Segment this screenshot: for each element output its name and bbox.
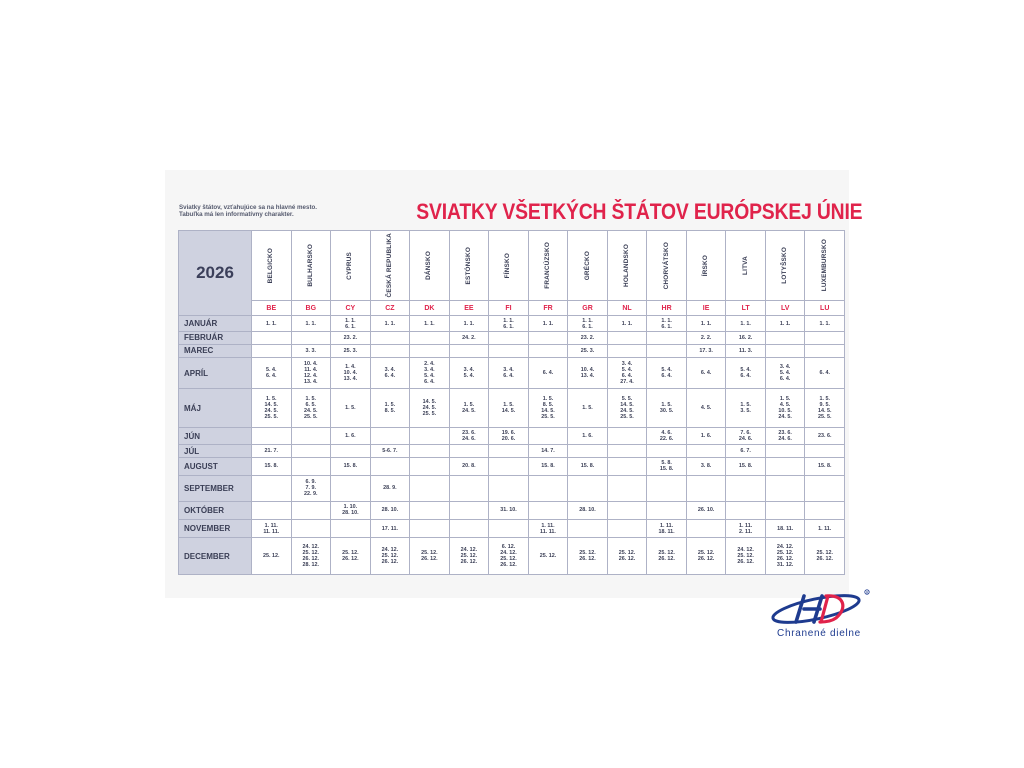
holiday-cell [291,519,331,537]
holiday-cell [410,501,450,519]
holiday-cell [291,445,331,457]
holiday-cell: 23. 6. 24. 6. [449,428,489,445]
holiday-cell: 1. 5. 14. 5. [489,389,529,428]
holiday-cell: 1. 1. [449,316,489,332]
country-header [331,231,371,301]
country-header [765,231,805,301]
holiday-cell: 23. 2. [568,332,608,344]
holiday-cell [765,457,805,475]
holiday-cell [489,344,529,357]
holiday-cell [765,501,805,519]
holiday-cell [449,501,489,519]
holiday-cell: 3. 3. [291,344,331,357]
holiday-cell: 16. 2. [726,332,766,344]
holiday-cell [489,519,529,537]
holiday-cell: 6. 12. 24. 12. 25. 12. 26. 12. [489,538,529,575]
holiday-cell: 1. 1. 6. 1. [489,316,529,332]
country-name: DÁNSKO [425,251,433,280]
holiday-cell [410,344,450,357]
holiday-cell: 25. 12. 26. 12. [410,538,450,575]
country-header [489,231,529,301]
holiday-cell: 15. 8. [528,457,568,475]
holiday-cell: 11. 3. [726,344,766,357]
holiday-cell [805,344,845,357]
holiday-cell: 31. 10. [489,501,529,519]
holiday-cell: 3. 4. 6. 4. [370,357,410,389]
holiday-cell: 19. 6. 20. 6. [489,428,529,445]
country-header [647,231,687,301]
month-row [179,457,845,475]
month-row [179,332,845,344]
holiday-cell [370,332,410,344]
holiday-cell: 3. 4. 5. 4. 6. 4. 27. 4. [607,357,647,389]
holiday-cell: 3. 4. 6. 4. [489,357,529,389]
holiday-cell: 23. 2. [331,332,371,344]
holiday-cell: 23. 6. [805,428,845,445]
month-label: NOVEMBER [179,519,252,537]
holiday-cell: 2. 4. 3. 4. 5. 4. 6. 4. [410,357,450,389]
country-name: HOLANDSKO [623,244,631,287]
holiday-cell [726,476,766,501]
holiday-cell: 24. 12. 25. 12. 26. 12. [370,538,410,575]
holiday-cell [647,476,687,501]
holiday-cell [607,476,647,501]
holiday-cell [291,428,331,445]
holiday-cell: 24. 12. 25. 12. 26. 12. 28. 12. [291,538,331,575]
holiday-cell [410,519,450,537]
country-code: FI [489,301,529,316]
holiday-cell: 6. 4. [686,357,726,389]
country-header [805,231,845,301]
country-code: EE [449,301,489,316]
month-row [179,501,845,519]
holiday-cell: 24. 2. [449,332,489,344]
holiday-cell [489,476,529,501]
country-name: GRÉCKO [583,250,591,281]
holiday-cell [252,501,292,519]
holiday-cell [607,332,647,344]
holiday-cell [291,501,331,519]
holiday-cell: 1. 6. [331,428,371,445]
holiday-cell [370,457,410,475]
country-name: ČESKÁ REPUBLIKA [385,233,393,298]
holiday-cell: 1. 1. [686,316,726,332]
holiday-cell [331,476,371,501]
holiday-cell [449,344,489,357]
holiday-cell: 1. 5. 30. 5. [647,389,687,428]
country-name: CHORVÁTSKO [662,241,670,290]
holiday-cell [291,332,331,344]
country-header [726,231,766,301]
country-header [370,231,410,301]
holiday-cell: 1. 5. [568,389,608,428]
holiday-cell: 28. 10. [568,501,608,519]
holiday-cell [449,519,489,537]
holiday-cell: 1. 1. [765,316,805,332]
holiday-cell: 20. 8. [449,457,489,475]
holiday-cell [370,344,410,357]
holiday-cell: 1. 1. [291,316,331,332]
holiday-cell: 3. 8. [686,457,726,475]
holiday-cell [607,344,647,357]
holiday-cell: 1. 1. [410,316,450,332]
country-code: LV [765,301,805,316]
month-label: OKTÓBER [179,501,252,519]
holiday-cell [805,332,845,344]
holiday-cell: 10. 4. 11. 4. 12. 4. 13. 4. [291,357,331,389]
month-row [179,428,845,445]
holiday-cell: 5. 4. 6. 4. [726,357,766,389]
holiday-cell [607,428,647,445]
holiday-cell: 15. 8. [726,457,766,475]
holiday-cell [607,519,647,537]
country-code: BG [291,301,331,316]
country-header [568,231,608,301]
country-code: CY [331,301,371,316]
holiday-cell [489,457,529,475]
country-name: LOTYŠSKO [781,247,789,284]
country-header [252,231,292,301]
holiday-cell [449,445,489,457]
holiday-cell [528,428,568,445]
holiday-cell: 2. 2. [686,332,726,344]
holiday-cell [607,501,647,519]
country-header-row [179,231,845,301]
holiday-cell [686,445,726,457]
holiday-cell: 25. 12. 26. 12. [805,538,845,575]
holiday-cell [528,344,568,357]
holiday-cell: 24. 12. 25. 12. 26. 12. 31. 12. [765,538,805,575]
holiday-cell: 15. 8. [568,457,608,475]
holiday-cell: 25. 12. 26. 12. [607,538,647,575]
month-row [179,344,845,357]
holiday-cell: 24. 12. 25. 12. 26. 12. [449,538,489,575]
holiday-cell: 25. 12. 26. 12. [331,538,371,575]
holiday-cell: 25. 12. [252,538,292,575]
holiday-cell: 1. 1. 6. 1. [647,316,687,332]
holiday-cell: 28. 10. [370,501,410,519]
holiday-cell [805,501,845,519]
holiday-cell: 1. 5. 24. 5. [449,389,489,428]
holiday-cell: 1. 11. [805,519,845,537]
holiday-cell: 3. 4. 5. 4. [449,357,489,389]
country-code: HR [647,301,687,316]
country-name: BELGICKO [267,247,275,284]
holiday-cell: 25. 12. 26. 12. [568,538,608,575]
holiday-table [178,230,845,575]
holiday-cell [765,445,805,457]
holiday-cell [528,476,568,501]
holiday-cell: 15. 8. [252,457,292,475]
holiday-cell [410,457,450,475]
holiday-cell: 1. 11. 11. 11. [252,519,292,537]
holiday-cell [647,445,687,457]
holiday-cell: 1. 6. [686,428,726,445]
holiday-cell: 1. 5. 8. 5. [370,389,410,428]
month-label: JÚN [179,428,252,445]
holiday-cell: 1. 1. 6. 1. [568,316,608,332]
info-note: Sviatky štátov, vzťahujúce sa na hlavné mesto. Tabuľka má len informatívny charakter. [179,204,317,219]
holiday-cell [765,344,805,357]
country-code: LU [805,301,845,316]
holiday-cell [568,476,608,501]
holiday-cell: 3. 4. 5. 4. 6. 4. [765,357,805,389]
holiday-rows [179,316,845,575]
logo-caption: Chranené dielne [777,628,861,639]
holiday-cell: 1. 11. 11. 11. [528,519,568,537]
country-header [410,231,450,301]
holiday-cell: 25. 3. [331,344,371,357]
holiday-cell: 1. 6. [568,428,608,445]
country-code: BE [252,301,292,316]
holiday-cell: 5. 4. 6. 4. [252,357,292,389]
month-row [179,389,845,428]
holiday-cell [291,457,331,475]
month-row [179,445,845,457]
country-header [607,231,647,301]
month-row [179,357,845,389]
country-header [449,231,489,301]
holiday-cell [805,476,845,501]
page-title: SVIATKY VŠETKÝCH ŠTÁTOV EURÓPSKEJ ÚNIE [416,199,863,224]
holiday-cell [449,476,489,501]
holiday-cell [805,445,845,457]
holiday-cell: 1. 5. 14. 5. 24. 5. 25. 5. [252,389,292,428]
country-code: CZ [370,301,410,316]
country-header [291,231,331,301]
country-name: FÍNSKO [504,252,512,279]
holiday-cell: 23. 6. 24. 6. [765,428,805,445]
month-label: MAREC [179,344,252,357]
holiday-cell: 7. 6. 24. 6. [726,428,766,445]
holiday-cell [410,445,450,457]
holiday-cell: 1. 1. 6. 1. [331,316,371,332]
holiday-cell [607,457,647,475]
holiday-cell [410,476,450,501]
holiday-cell [607,445,647,457]
holiday-cell: 1. 11. 2. 11. [726,519,766,537]
month-label: FEBRUÁR [179,332,252,344]
holiday-cell [331,445,371,457]
holiday-cell: 5. 5. 14. 5. 24. 5. 25. 5. [607,389,647,428]
holiday-cell: 5. 8. 15. 8. [647,457,687,475]
holiday-cell: 21. 7. [252,445,292,457]
holiday-cell: 17. 11. [370,519,410,537]
month-label: SEPTEMBER [179,476,252,501]
country-code: GR [568,301,608,316]
holiday-cell: 18. 11. [765,519,805,537]
holiday-cell: 25. 12. 26. 12. [647,538,687,575]
month-row [179,316,845,332]
holiday-cell: 1. 11. 18. 11. [647,519,687,537]
holiday-cell: 6. 4. [805,357,845,389]
holiday-cell [489,332,529,344]
holiday-cell [252,344,292,357]
country-name: ESTÓNSKO [464,246,472,285]
country-header [686,231,726,301]
holiday-cell: 25. 12. [528,538,568,575]
month-row [179,519,845,537]
month-label: JÚL [179,445,252,457]
holiday-cell: 5-6. 7. [370,445,410,457]
holiday-cell: 1. 5. 4. 5. 10. 5. 24. 5. [765,389,805,428]
holiday-cell: 6. 7. [726,445,766,457]
holiday-cell: 26. 10. [686,501,726,519]
holiday-cell: 1. 1. [607,316,647,332]
country-code-row [179,301,845,316]
month-label: AUGUST [179,457,252,475]
holiday-cell [528,501,568,519]
month-label: JANUÁR [179,316,252,332]
holiday-cell [765,332,805,344]
holiday-cell: 1. 10. 28. 10. [331,501,371,519]
holiday-cell: 1. 5. 6. 5. 24. 5. 25. 5. [291,389,331,428]
holiday-cell [686,476,726,501]
holiday-cell: 1. 1. [805,316,845,332]
country-name: BULHARSKO [306,244,314,287]
holiday-cell [252,428,292,445]
holiday-cell: 1. 1. [370,316,410,332]
holiday-cell [568,445,608,457]
country-code: FR [528,301,568,316]
country-code: IE [686,301,726,316]
svg-text:R: R [866,590,869,595]
holiday-cell: 1. 1. [528,316,568,332]
holiday-cell: 1. 5. 9. 5. 14. 5. 25. 5. [805,389,845,428]
country-name: LITVA [741,256,749,275]
holiday-cell: 28. 9. [370,476,410,501]
holiday-cell [528,332,568,344]
holiday-cell [489,445,529,457]
holiday-cell: 15. 8. [331,457,371,475]
holiday-cell [410,332,450,344]
holiday-cell: 1. 5. 3. 5. [726,389,766,428]
holiday-cell: 25. 3. [568,344,608,357]
holiday-cell: 10. 4. 13. 4. [568,357,608,389]
holiday-cell [726,501,766,519]
month-label: MÁJ [179,389,252,428]
country-code: NL [607,301,647,316]
holiday-cell: 4. 5. [686,389,726,428]
country-name: CYPRUS [346,251,354,280]
holiday-cell: 4. 6. 22. 6. [647,428,687,445]
country-name: FRANCÚZSKO [543,242,551,289]
holiday-cell [647,501,687,519]
country-header [528,231,568,301]
holiday-cell [252,332,292,344]
holiday-cell [331,519,371,537]
holiday-cell [765,476,805,501]
holiday-cell [410,428,450,445]
holiday-cell: 24. 12. 25. 12. 26. 12. [726,538,766,575]
holiday-cell [370,428,410,445]
holiday-cell [568,519,608,537]
holiday-cell: 1. 5. [331,389,371,428]
holiday-cell: 6. 9. 7. 9. 22. 9. [291,476,331,501]
holiday-cell: 14. 7. [528,445,568,457]
country-code: LT [726,301,766,316]
holiday-cell [647,344,687,357]
holiday-cell: 17. 3. [686,344,726,357]
holiday-cell: 1. 1. [726,316,766,332]
holiday-cell: 15. 8. [805,457,845,475]
year-label: 2026 [179,231,252,316]
holiday-cell: 1. 1. [252,316,292,332]
holiday-cell: 1. 5. 8. 5. 14. 5. 25. 5. [528,389,568,428]
holiday-cell [647,332,687,344]
month-label: APRÍL [179,357,252,389]
country-name: LUXEMBURSKO [820,239,828,292]
holiday-cell [686,519,726,537]
holiday-cell [252,476,292,501]
holiday-cell: 14. 5. 24. 5. 25. 5. [410,389,450,428]
holiday-cell: 6. 4. [528,357,568,389]
country-code: DK [410,301,450,316]
month-row [179,538,845,575]
country-name: ÍRSKO [702,254,710,277]
month-row [179,476,845,501]
holiday-cell: 1. 4. 10. 4. 13. 4. [331,357,371,389]
holiday-cell: 5. 4. 6. 4. [647,357,687,389]
month-label: DECEMBER [179,538,252,575]
holiday-cell: 25. 12. 26. 12. [686,538,726,575]
